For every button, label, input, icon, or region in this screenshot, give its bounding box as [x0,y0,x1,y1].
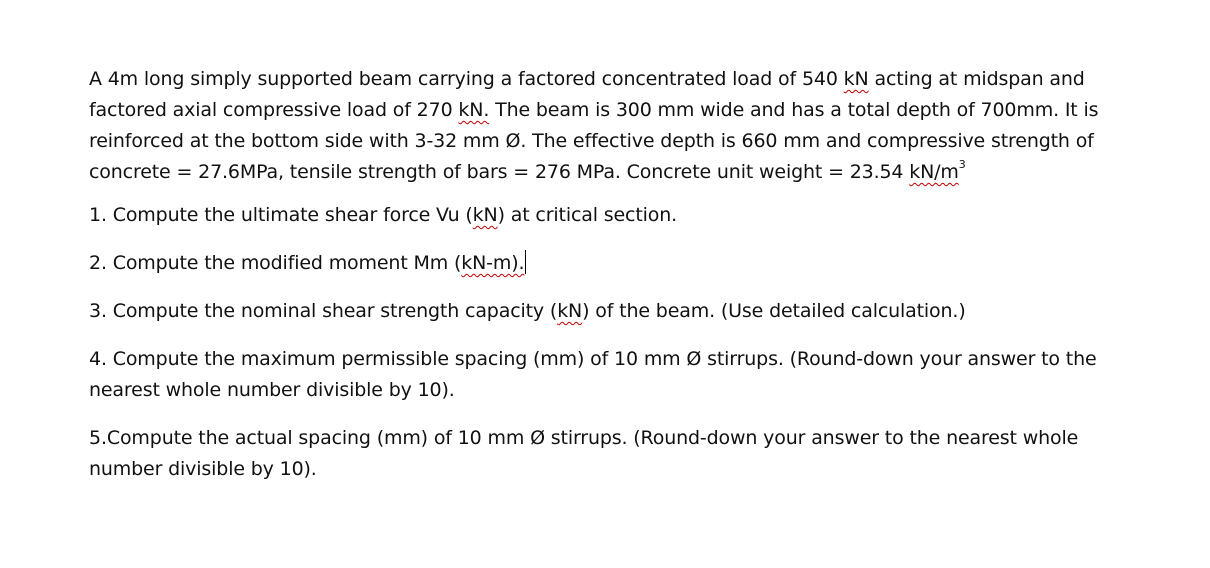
question-4: 4. Compute the maximum permissible spacing (mm) of 10 mm Ø stirrups. (Round-down your answer to the nearest whole number divisible by 10). [89,348,1097,401]
spell-flag-kn: kN [843,68,869,90]
intro-text-1: A 4m long simply supported beam carrying a factored concentrated load of 540 [89,68,844,90]
question-5: 5.Compute the actual spacing (mm) of 10 mm Ø stirrups. (Round-down your answer to the nearest whole number divisible by 10). [89,427,1079,480]
question-1-text-end: ) at critical section. [497,204,678,226]
problem-statement [89,64,1099,188]
spell-flag-kn: kN [557,300,583,322]
question-1-text: 1. Compute the ultimate shear force Vu ( [89,204,473,226]
spell-flag-kn: kN [472,204,498,226]
question-3-text-end: ) of the beam. (Use detailed calculation.) [582,300,966,322]
question-1 [89,200,1099,231]
intro-text-3: The beam is 300 mm wide and has a total depth of 700mm. It is reinforced at the bottom side with 3-32 mm Ø. The effective depth is 660 mm and compressive strength of concrete = 27.6MPa, tensile strength of bars = 276 MPa. Concrete unit weight = 23.54 [89,99,1099,183]
spell-flag-kn: kN. [458,99,490,121]
unit-weight-unit: kN/m [909,161,959,183]
document-body[interactable] [89,64,1099,502]
question-2 [89,248,1099,279]
question-2-text: 2. Compute the modified moment Mm ( [89,252,462,274]
text-cursor [525,250,526,274]
spell-flag-knm: kN-m). [461,252,525,274]
question-3-text: 3. Compute the nominal shear strength capacity ( [89,300,558,322]
spell-flag-unit-weight [909,161,959,183]
intro-text-2: acting at midspan and factored axial compressive load of 270 [89,68,1085,121]
superscript-three: 3 [958,157,966,171]
question-3 [89,296,1099,327]
